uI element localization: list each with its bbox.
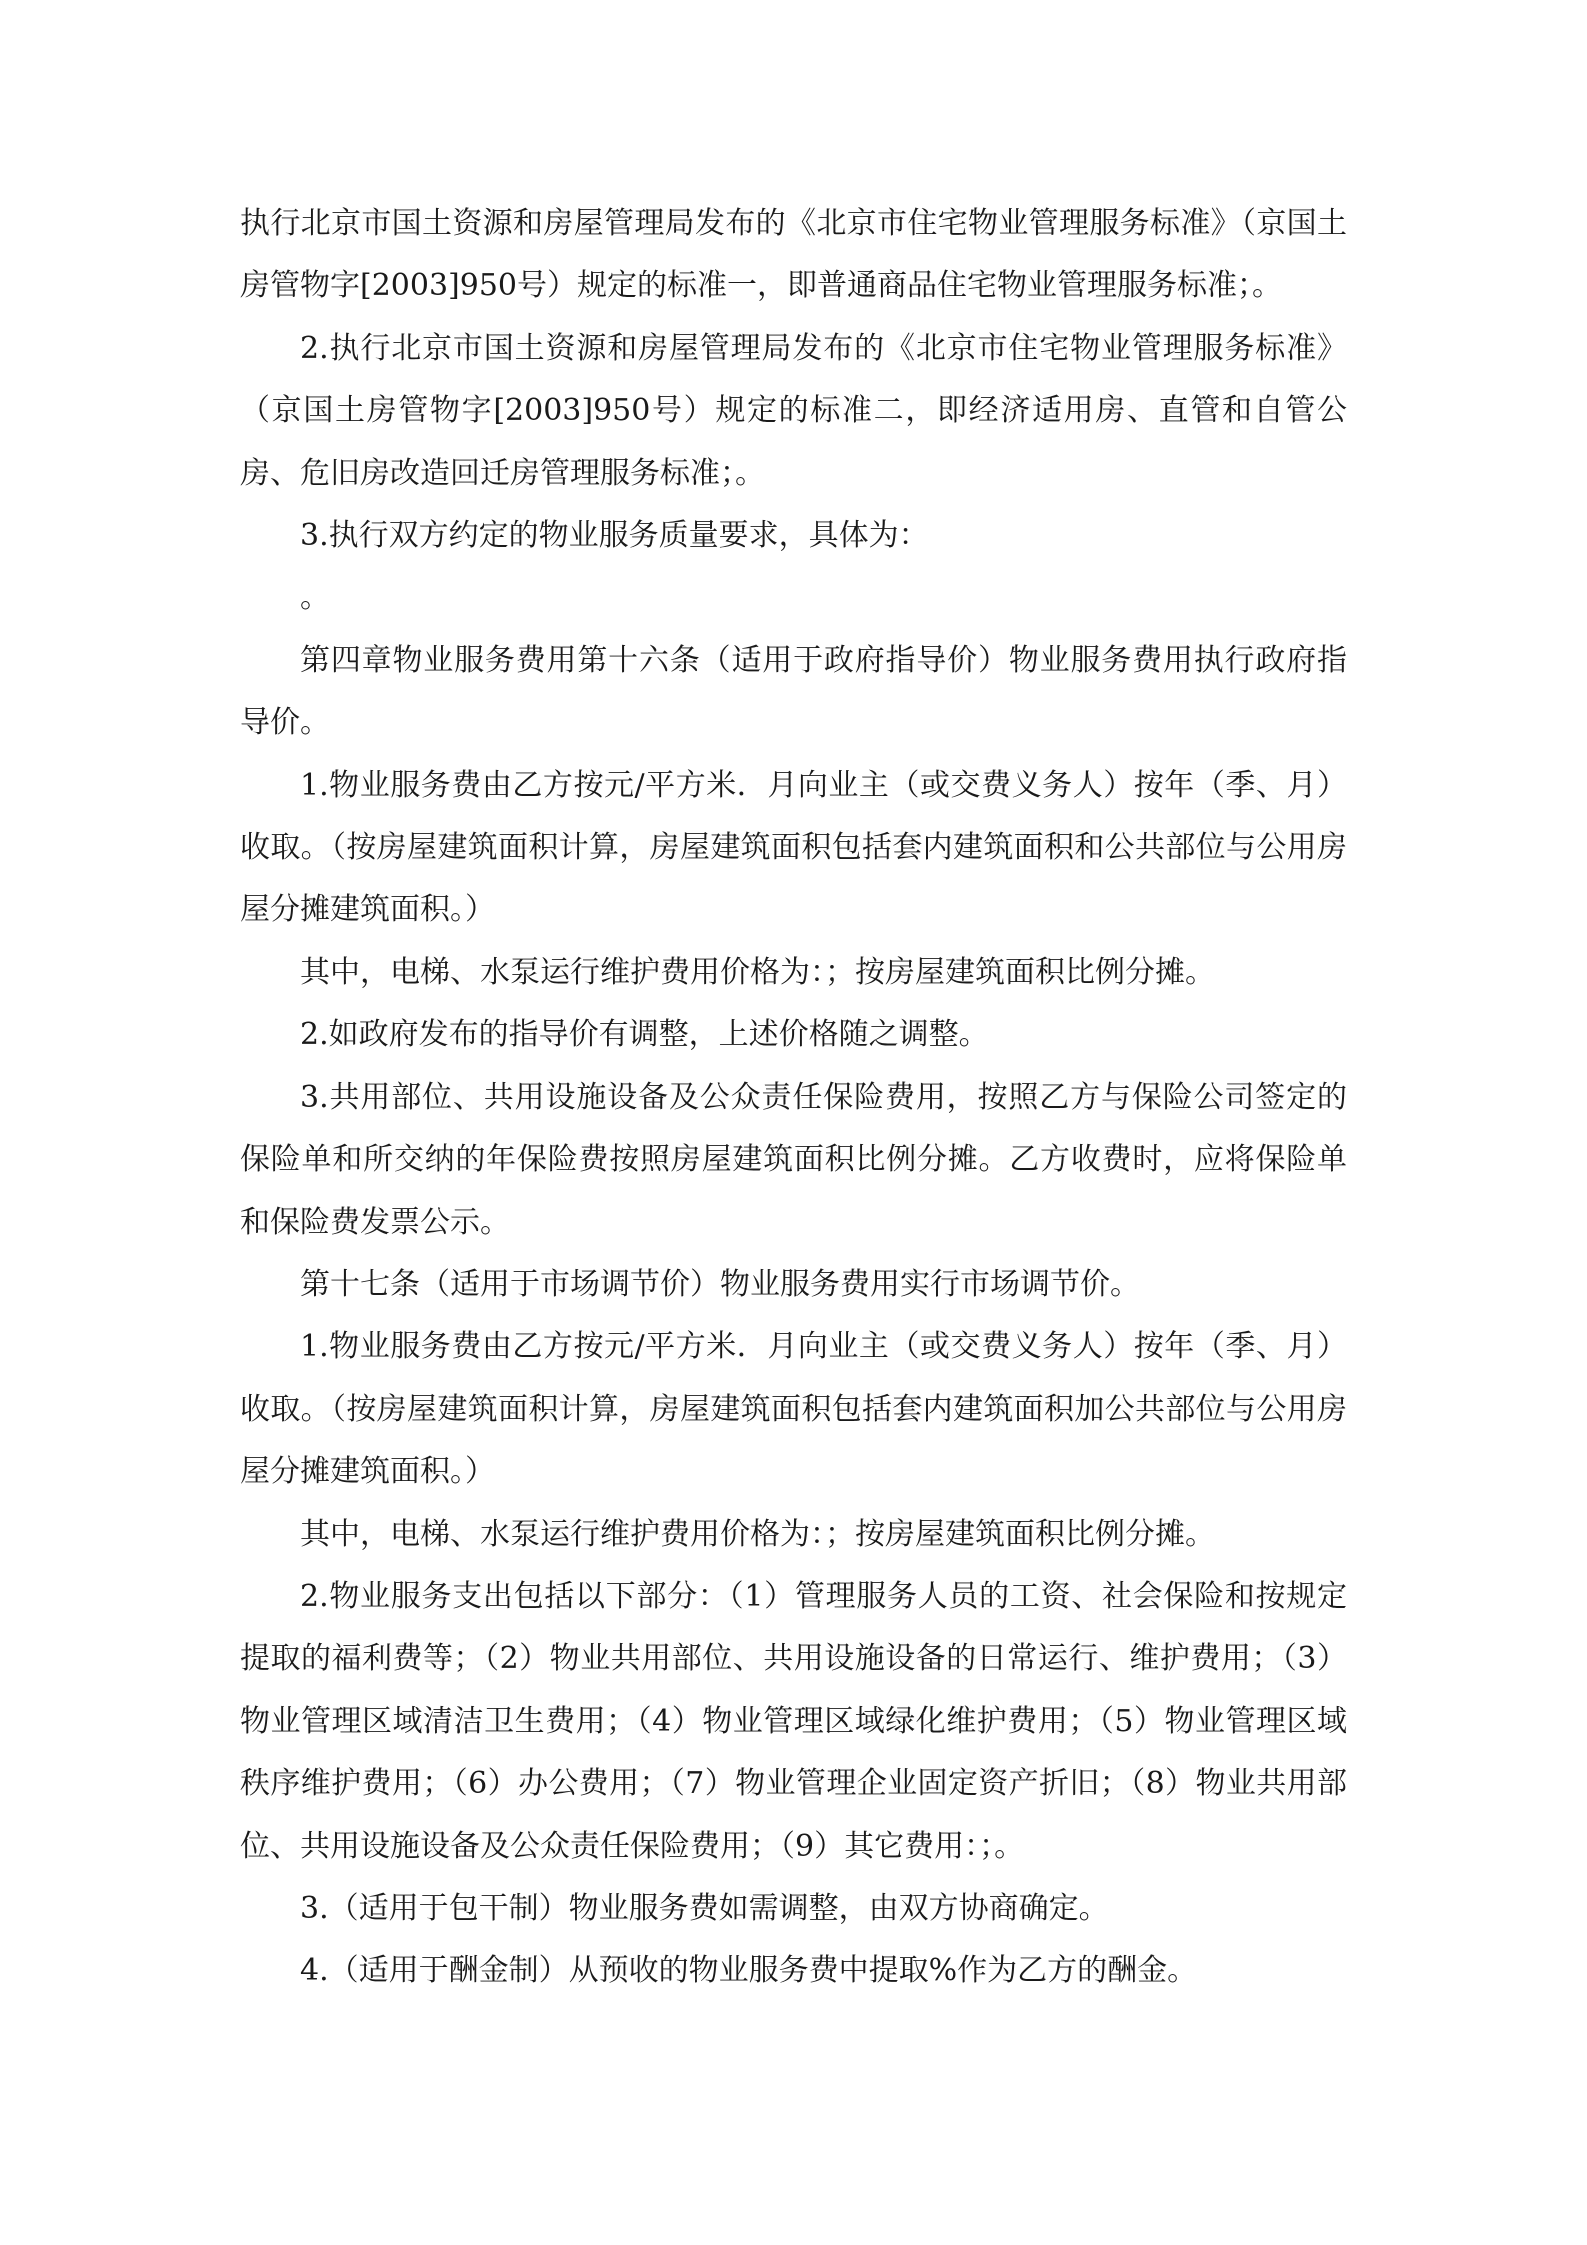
paragraph-blank-period: 。 [300,580,330,616]
paragraph-standard-two: 2.执行北京市国土资源和房屋管理局发布的《北京市住宅物业管理服务标准》（京国土房管物字[2003]950号）规定的标准二，即经济适用房、直管和自管公房、危旧房改造回迁房管理服务标准；。 [240,330,1347,491]
paragraph-article-17: 第十七条（适用于市场调节价）物业服务费用实行市场调节价。 [300,1266,1140,1302]
paragraph-chapter-four-article-16: 第四章物业服务费用第十六条（适用于政府指导价）物业服务费用执行政府指导价。 [240,642,1347,741]
document-body [240,193,1347,2003]
paragraph-17-item-2: 2.物业服务支出包括以下部分：（1）管理服务人员的工资、社会保险和按规定提取的福利费等；（2）物业共用部位、共用设施设备的日常运行、维护费用；（3）物业管理区域清洁卫生费用；（4）物业管理区域绿化维护费用；（5）物业管理区域秩序维护费用；（6）办公费用；（7）物业管理企业固定资产折旧；（8）物业共用部位、共用设施设备及公众责任保险费用；（9）其它费用：；。 [240,1578,1347,1864]
paragraph-standard-one: 执行北京市国土资源和房屋管理局发布的《北京市住宅物业管理服务标准》（京国土房管物字[2003]950号）规定的标准一，即普通商品住宅物业管理服务标准；。 [240,206,1347,304]
paragraph-16-item-2: 2.如政府发布的指导价有调整，上述价格随之调整。 [300,1017,989,1053]
paragraph-16-item-1: 1.物业服务费由乙方按元/平方米．月向业主（或交费义务人）按年（季、月）收取。（按房屋建筑面积计算，房屋建筑面积包括套内建筑面积和公共部位与公用房屋分摊建筑面积。） [240,767,1347,928]
paragraph-16-item-3: 3.共用部位、共用设施设备及公众责任保险费用，按照乙方与保险公司签定的保险单和所交纳的年保险费按照房屋建筑面积比例分摊。乙方收费时，应将保险单和保险费发票公示。 [240,1079,1347,1240]
paragraph-17-item-3: 3.（适用于包干制）物业服务费如需调整，由双方协商确定。 [300,1890,1109,1926]
paragraph-16-elevator-fee: 其中，电梯、水泵运行维护费用价格为：；按房屋建筑面积比例分摊。 [300,954,1215,990]
paragraph-agreed-quality: 3.执行双方约定的物业服务质量要求，具体为： [300,518,929,554]
paragraph-17-item-4: 4.（适用于酬金制）从预收的物业服务费中提取%作为乙方的酬金。 [300,1953,1198,1989]
paragraph-17-item-1: 1.物业服务费由乙方按元/平方米．月向业主（或交费义务人）按年（季、月）收取。（按房屋建筑面积计算，房屋建筑面积包括套内建筑面积加公共部位与公用房屋分摊建筑面积。） [240,1329,1347,1490]
paragraph-17-elevator-fee: 其中，电梯、水泵运行维护费用价格为：；按房屋建筑面积比例分摊。 [300,1516,1215,1552]
